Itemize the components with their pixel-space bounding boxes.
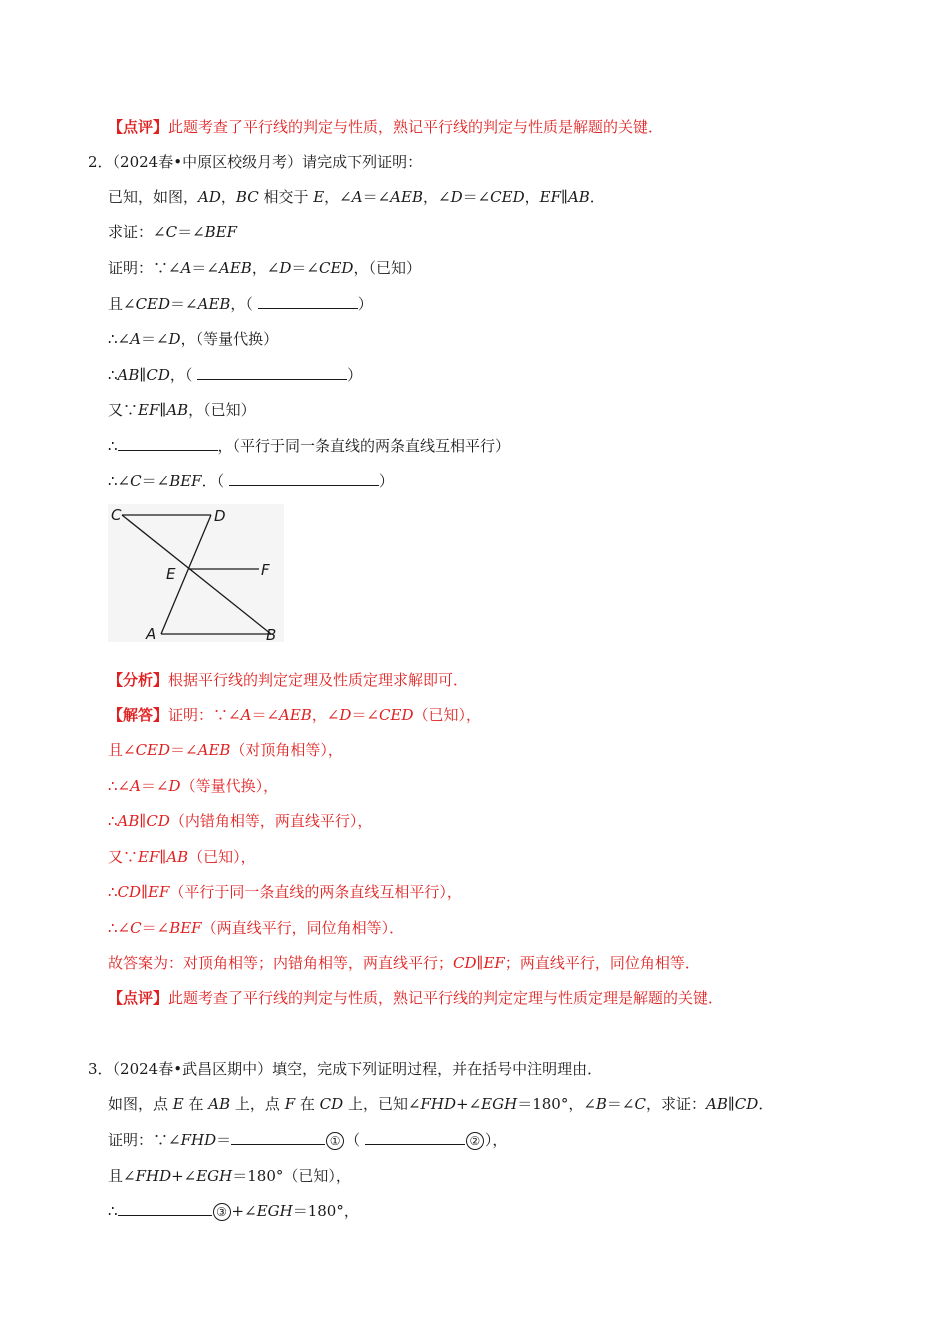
q2-final-answer: 故答案为：对顶角相等；内错角相等，两直线平行；CD∥EF；两直线平行，同位角相等． <box>108 954 700 972</box>
q2-proof-line-4: ∴AB∥CD，（ ） <box>108 366 363 384</box>
geometry-figure <box>108 504 284 642</box>
label-c: C <box>111 506 122 524</box>
label-a: A <box>146 625 157 642</box>
comment-tag: 【点评】 <box>108 118 169 136</box>
q3-proof-line-3: ∴ ③ +∠EGH＝180°， <box>108 1202 359 1220</box>
q2-source: （2024春•中原区校级月考）请完成下列证明： <box>112 153 423 171</box>
q2-proof-line-7: ∴∠C＝∠BEF．（ ） <box>108 472 394 490</box>
q3-source: （2024春•武昌区期中）填空，完成下列证明过程，并在括号中注明理由． <box>112 1060 603 1078</box>
q2-comment: 【点评】此题考查了平行线的判定与性质，熟记平行线的判定定理与性质定理是解题的关键． <box>108 989 724 1007</box>
circle-number-2: ② <box>466 1132 484 1150</box>
q3-proof-line-2: 且∠FHD+∠EGH＝180°（已知）， <box>108 1167 351 1185</box>
blank-1[interactable] <box>231 1130 325 1145</box>
q2-prove: 求证：∠C＝∠BEF <box>108 223 238 241</box>
blank-2[interactable] <box>365 1130 465 1145</box>
label-f: F <box>261 561 270 579</box>
q2-proof-line-6: ∴ ，（平行于同一条直线的两条直线互相平行） <box>108 437 511 455</box>
blank-reason-1[interactable] <box>258 294 358 309</box>
q2-analysis: 【分析】根据平行线的判定定理及性质定理求解即可． <box>108 671 469 689</box>
circle-number-1: ① <box>326 1132 344 1150</box>
comment-1 <box>108 117 663 137</box>
q2-header <box>88 152 422 172</box>
q3-header <box>88 1059 602 1079</box>
q2-answer-line-5: 又∵EF∥AB（已知）， <box>108 848 256 866</box>
q3-number: 3． <box>88 1060 113 1078</box>
blank-conclusion[interactable] <box>118 436 218 451</box>
q2-answer-line-6: ∴CD∥EF（平行于同一条直线的两条直线互相平行）， <box>108 883 462 901</box>
circle-number-3: ③ <box>213 1203 231 1221</box>
q2-proof-line-3: ∴∠A＝∠D，（等量代换） <box>108 330 279 348</box>
blank-reason-3[interactable] <box>229 471 379 486</box>
q3-proof-line-1: 证明：∵∠FHD＝ ① （ ② ）， <box>108 1131 508 1149</box>
q2-answer-line-2: 且∠CED＝∠AEB（对顶角相等）， <box>108 741 343 759</box>
blank-reason-2[interactable] <box>197 365 347 380</box>
comment-text: 此题考查了平行线的判定与性质，熟记平行线的判定与性质是解题的关键． <box>168 118 664 136</box>
q2-answer-line-7: ∴∠C＝∠BEF（两直线平行，同位角相等）． <box>108 919 405 937</box>
label-e: E <box>166 565 176 583</box>
segment-cb <box>122 515 271 634</box>
q2-answer-line-1: 【解答】证明：∵∠A＝∠AEB，∠D＝∠CED（已知）， <box>108 706 481 724</box>
q3-known: 如图，点 E 在 AB 上，点 F 在 CD 上，已知∠FHD+∠EGH＝180°，∠B＝∠C，求证：AB∥CD． <box>108 1095 774 1113</box>
q2-answer-line-3: ∴∠A＝∠D（等量代换）， <box>108 777 279 795</box>
q2-proof-line-5: 又∵EF∥AB，（已知） <box>108 401 256 419</box>
label-d: D <box>214 507 226 525</box>
q2-proof-line-1: 证明：∵∠A＝∠AEB，∠D＝∠CED，（已知） <box>108 259 421 277</box>
blank-3[interactable] <box>118 1201 212 1216</box>
q2-known: 已知，如图，AD，BC 相交于 E，∠A＝∠AEB，∠D＝∠CED，EF∥AB． <box>108 188 605 206</box>
label-b: B <box>266 626 277 642</box>
q2-answer-line-4: ∴AB∥CD（内错角相等，两直线平行）， <box>108 812 373 830</box>
q2-proof-line-2: 且∠CED＝∠AEB，（ ） <box>108 295 373 313</box>
q2-number: 2． <box>88 153 113 171</box>
